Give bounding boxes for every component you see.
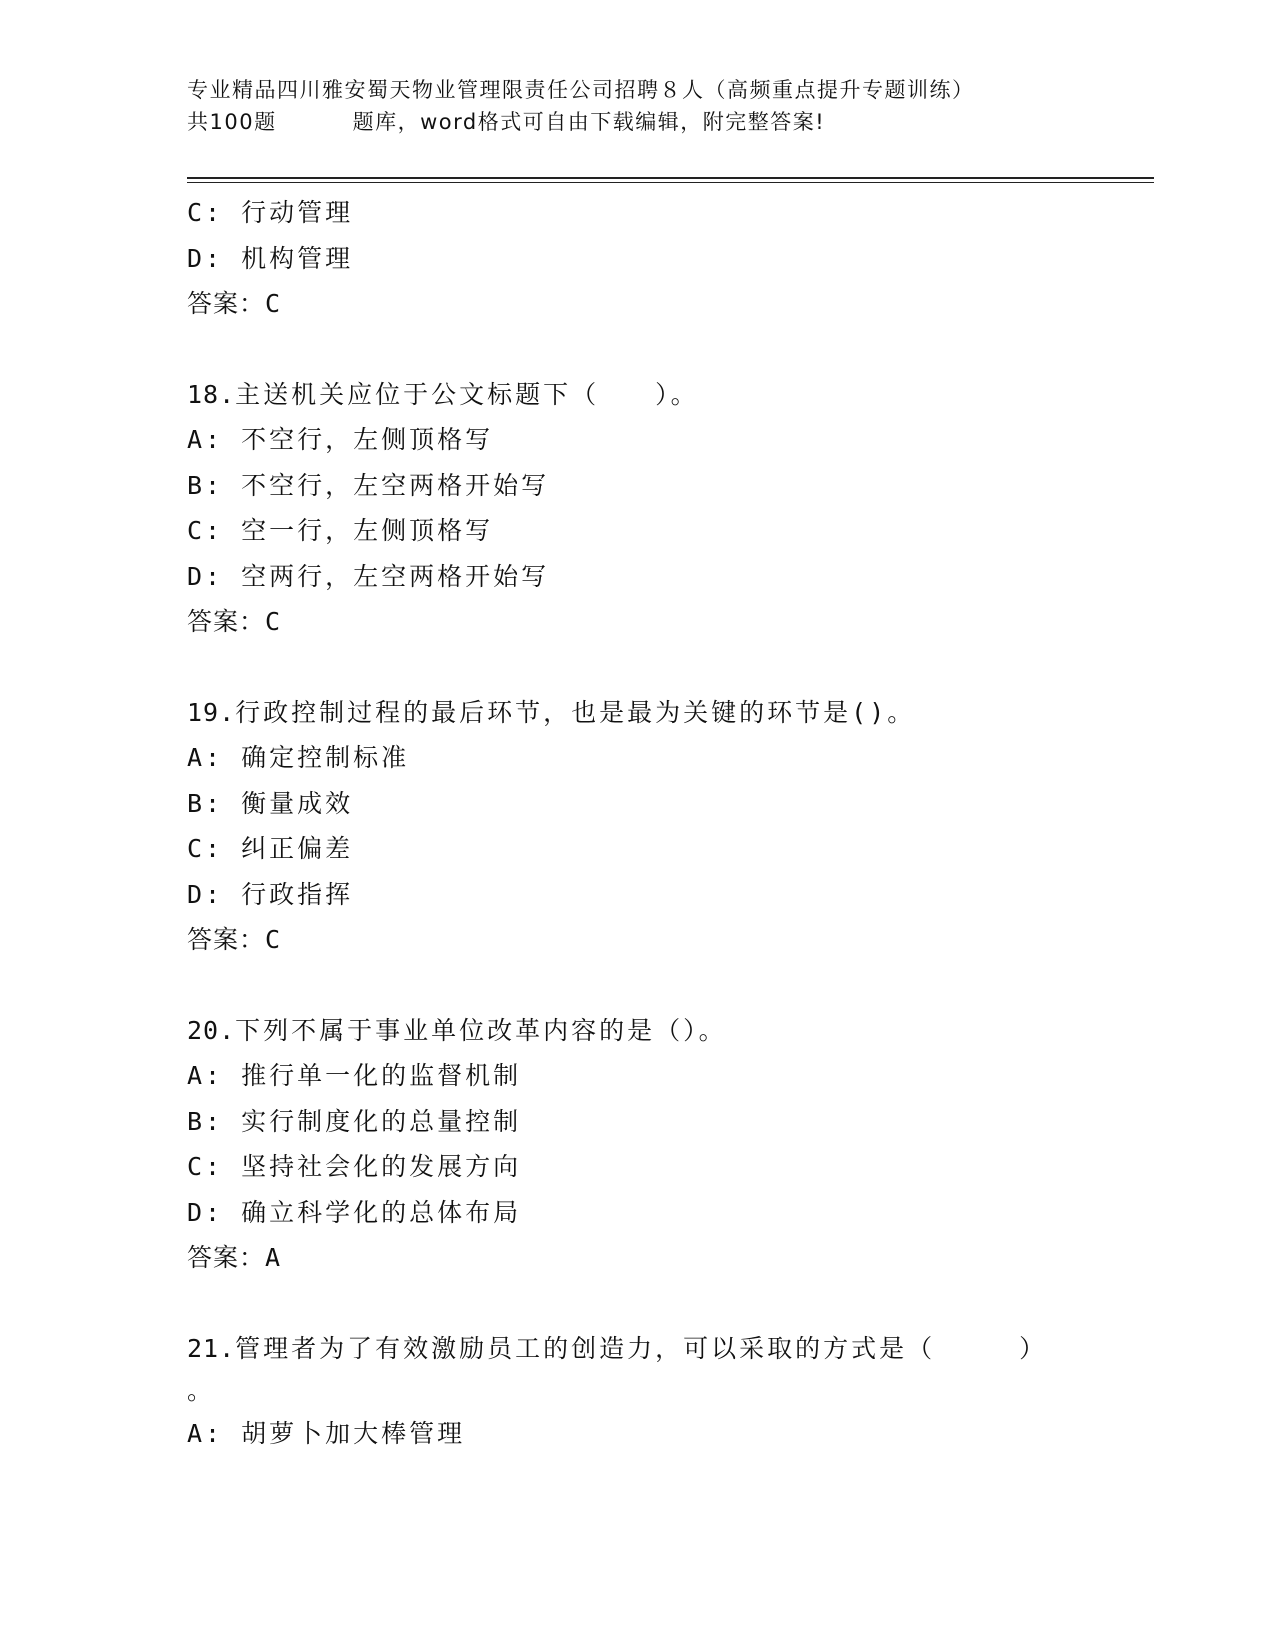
option-text: 坚持社会化的发展方向: [241, 1152, 522, 1181]
option-c: [187, 1144, 1147, 1190]
question-stem: [187, 1008, 1147, 1054]
prev-question-tail: [187, 190, 1147, 327]
option-label: C:: [187, 198, 224, 227]
option-d: [187, 554, 1147, 600]
answer-label: 答案：: [187, 607, 266, 636]
option-label: C:: [187, 516, 224, 545]
answer-value: C: [265, 925, 282, 954]
option-label: D:: [187, 1197, 224, 1227]
option-text: 纠正偏差: [241, 834, 354, 863]
option-d: [187, 236, 1147, 282]
answer-value: C: [265, 607, 282, 636]
option-label: A:: [187, 743, 224, 772]
option-d: [187, 1190, 1147, 1236]
option-c: [187, 190, 1147, 236]
question-text: 主送机关应位于公文标题下（ ）。: [235, 379, 699, 409]
option-text: 不空行，左侧顶格写: [241, 425, 494, 454]
option-label: B:: [187, 1106, 224, 1136]
question-21: [187, 1326, 1147, 1457]
question-stem-continuation: 。: [187, 1376, 216, 1405]
question-stem: [187, 690, 1147, 736]
question-text: 行政控制过程的最后环节，也是最为关键的环节是()。: [235, 697, 916, 727]
option-text: 确立科学化的总体布局: [241, 1197, 522, 1227]
option-c: [187, 826, 1147, 872]
answer-line: [187, 281, 1147, 327]
header-divider-thin: [187, 182, 1154, 183]
option-text: 实行制度化的总量控制: [241, 1106, 522, 1136]
option-b: [187, 781, 1147, 827]
option-label: D:: [187, 243, 224, 273]
answer-label: 答案：: [187, 289, 266, 318]
option-text: 机构管理: [241, 243, 354, 273]
option-b: [187, 1099, 1147, 1145]
question-18: [187, 372, 1147, 645]
option-text: 推行单一化的监督机制: [241, 1061, 522, 1090]
option-label: B:: [187, 788, 224, 818]
question-19: [187, 690, 1147, 963]
option-label: C:: [187, 834, 224, 863]
question-list: [187, 190, 1147, 1457]
answer-value: A: [265, 1243, 282, 1272]
option-d: [187, 872, 1147, 918]
option-label: A:: [187, 1419, 224, 1448]
answer-value: C: [265, 289, 282, 318]
option-text: 衡量成效: [241, 788, 354, 818]
question-number: 19.: [187, 697, 236, 727]
question-stem: [187, 372, 1147, 418]
option-label: A:: [187, 1061, 224, 1090]
option-text: 行政指挥: [241, 879, 354, 909]
option-a: [187, 735, 1147, 781]
option-b: [187, 463, 1147, 509]
question-number: 21.: [187, 1333, 236, 1363]
option-label: A:: [187, 425, 224, 454]
option-label: C:: [187, 1152, 224, 1181]
option-label: B:: [187, 470, 224, 500]
option-text: 不空行，左空两格开始写: [241, 470, 550, 500]
option-a: [187, 417, 1147, 463]
option-text: 确定控制标准: [241, 743, 410, 772]
question-text: 下列不属于事业单位改革内容的是（）。: [235, 1015, 727, 1045]
question-text: 管理者为了有效激励员工的创造力，可以采取的方式是（ ）: [235, 1333, 1048, 1363]
option-c: [187, 508, 1147, 554]
header-description: 题库，word格式可自由下载编辑，附完整答案!: [352, 110, 826, 134]
header-subtitle: [187, 106, 1107, 138]
option-label: D:: [187, 561, 224, 591]
option-text: 空一行，左侧顶格写: [241, 516, 494, 545]
option-text: 空两行，左空两格开始写: [241, 561, 550, 591]
question-stem: [187, 1326, 1147, 1372]
document-header: [187, 74, 1107, 138]
answer-line: [187, 1235, 1147, 1281]
option-label: D:: [187, 879, 224, 909]
option-a: [187, 1053, 1147, 1099]
header-question-count: 共100题: [187, 110, 277, 134]
question-20: [187, 1008, 1147, 1281]
option-a: [187, 1411, 1147, 1457]
question-number: 18.: [187, 379, 236, 409]
option-text: 行动管理: [241, 198, 354, 227]
option-text: 胡萝卜加大棒管理: [241, 1419, 466, 1448]
question-number: 20.: [187, 1015, 236, 1045]
header-divider-thick: [187, 177, 1154, 179]
answer-line: [187, 917, 1147, 963]
answer-label: 答案：: [187, 925, 266, 954]
answer-line: [187, 599, 1147, 645]
header-title: 专业精品四川雅安蜀天物业管理限责任公司招聘８人（高频重点提升专题训练）: [187, 78, 975, 102]
answer-label: 答案：: [187, 1243, 266, 1272]
